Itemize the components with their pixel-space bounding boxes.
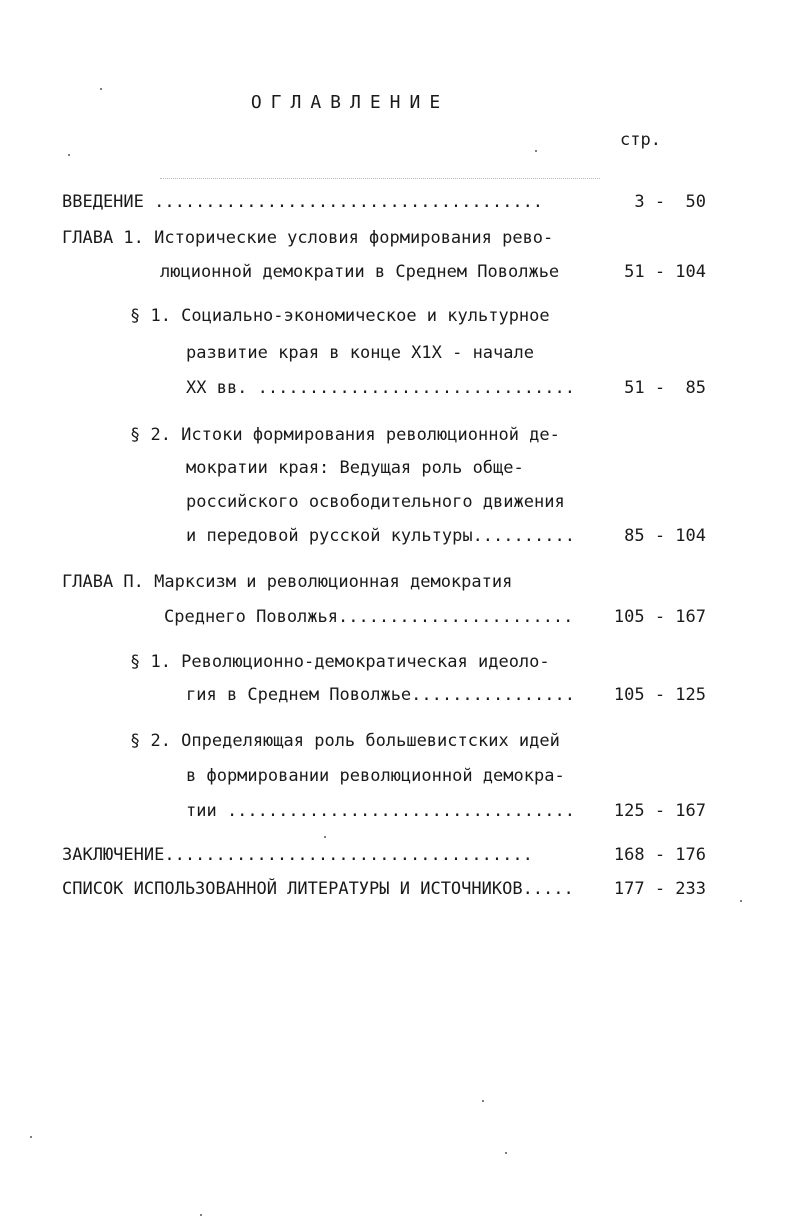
toc-entry-text: гия в Среднем Поволжье................ bbox=[186, 685, 575, 705]
toc-entry-text: СПИСОК ИСПОЛЬЗОВАННОЙ ЛИТЕРАТУРЫ И ИСТОЧНИКОВ..... bbox=[62, 879, 574, 899]
toc-entry-text: ВВЕДЕНИЕ ...................................... bbox=[62, 192, 544, 212]
toc-entry-text: ГЛАВА 1. Исторические условия формирования рево- bbox=[62, 228, 554, 248]
toc-entry-text: ХХ вв. ............................... bbox=[186, 378, 575, 398]
toc-entry-text: § 2. Истоки формирования революционной де- bbox=[130, 425, 560, 445]
scan-speck bbox=[505, 1152, 507, 1154]
scan-speck bbox=[535, 150, 537, 152]
scan-speck bbox=[100, 88, 102, 90]
toc-entry-pages: 105 - 167 bbox=[613, 607, 706, 627]
dotted-rule bbox=[160, 178, 600, 179]
toc-entry-text: § 2. Определяющая роль большевистских идей bbox=[130, 731, 560, 751]
page-title: ОГЛАВЛЕНИЕ bbox=[250, 92, 450, 113]
toc-entry-text: § 1. Революционно-демократическая идеоло- bbox=[130, 652, 550, 672]
toc-entry-text: мократии края: Ведущая роль обще- bbox=[186, 458, 524, 478]
toc-entry-pages: 51 - 85 bbox=[624, 378, 706, 398]
scan-speck bbox=[200, 1214, 202, 1216]
toc-entry-text: ЗАКЛЮЧЕНИЕ.................................... bbox=[62, 845, 533, 865]
toc-entry-text: ГЛАВА П. Марксизм и революционная демократия bbox=[62, 572, 513, 592]
toc-entry-pages: 177 - 233 bbox=[613, 879, 706, 899]
toc-entry-text: § 1. Социально-экономическое и культурное bbox=[130, 306, 550, 326]
toc-entry-pages: 51 - 104 bbox=[624, 262, 706, 282]
toc-entry-text: люционной демократии в Среднем Поволжье bbox=[160, 262, 560, 282]
scan-speck bbox=[30, 1136, 32, 1138]
toc-entry-pages: 125 - 167 bbox=[613, 801, 706, 821]
toc-entry-pages: 85 - 104 bbox=[624, 526, 706, 546]
scan-speck bbox=[324, 836, 326, 838]
toc-entry-text: развитие края в конце Х1Х - начале bbox=[186, 343, 534, 363]
toc-entry-pages: 105 - 125 bbox=[613, 685, 706, 705]
toc-entry-pages: 3 - 50 bbox=[634, 192, 706, 212]
scan-speck bbox=[740, 900, 742, 902]
toc-entry-text: в формировании революционной демокра- bbox=[186, 766, 565, 786]
toc-entry-text: и передовой русской культуры.......... bbox=[186, 526, 575, 546]
toc-entry-text: Среднего Поволжья....................... bbox=[164, 607, 574, 627]
page-column-label: стр. bbox=[620, 130, 661, 150]
scan-speck bbox=[68, 154, 70, 156]
toc-entry-text: тии .................................. bbox=[186, 801, 575, 821]
scan-speck bbox=[482, 1100, 484, 1102]
toc-entry-pages: 168 - 176 bbox=[613, 845, 706, 865]
toc-entry-text: российского освободительного движения bbox=[186, 492, 565, 512]
